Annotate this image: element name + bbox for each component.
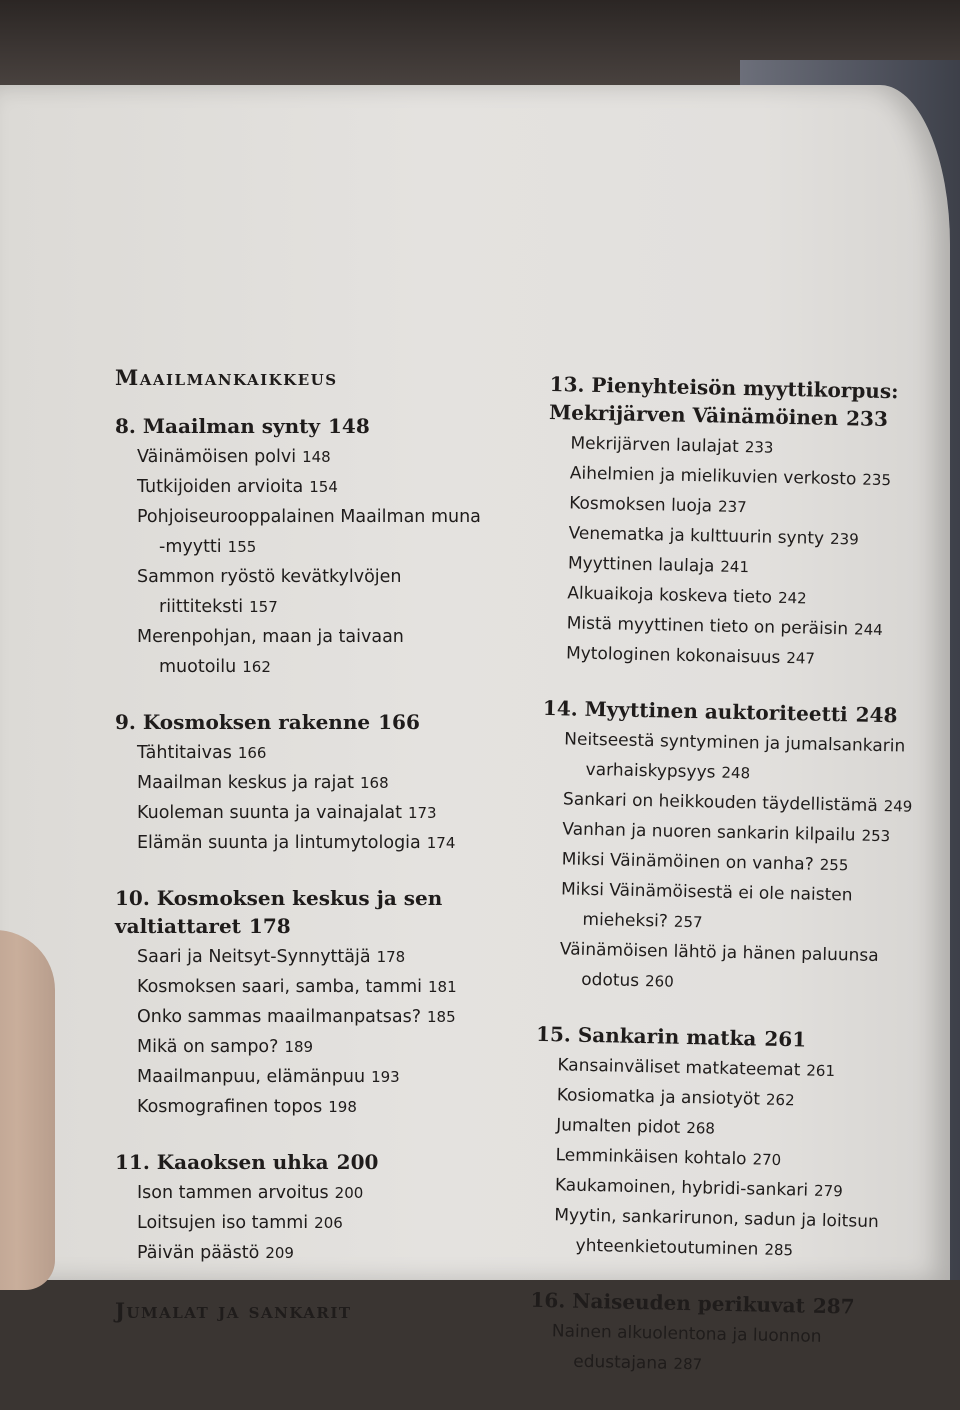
toc-entry-page-number: 185 [427, 1008, 456, 1026]
toc-entry-text: Mytologinen kokonaisuus [565, 643, 781, 668]
toc-entry-text: Väinämöisen lähtö ja hänen paluunsa [559, 939, 879, 967]
toc-entry-text: Kosiomatka ja ansiotyöt [556, 1085, 761, 1110]
toc-entry-page-number: 178 [376, 948, 406, 966]
toc-entry-text: Kansainväliset matkateemat [557, 1055, 801, 1081]
toc-entry-page-number: 148 [302, 448, 331, 466]
chapter-list [115, 412, 535, 1268]
toc-entry-page-number: 287 [673, 1354, 703, 1374]
section-list [544, 428, 939, 676]
toc-entry [115, 1178, 535, 1208]
toc-entry-page-number: 200 [334, 1184, 364, 1202]
toc-entry [115, 442, 535, 472]
toc-entry-text: Mistä myyttinen tieto on peräisin [566, 613, 849, 640]
toc-entry [115, 1002, 535, 1032]
chapter-title-text: 15. Sankarin matka [535, 1021, 757, 1051]
toc-entry-page-number: 261 [806, 1061, 836, 1081]
toc-entry-page-number: 162 [242, 658, 271, 676]
toc-entry-text: Sankari on heikkouden täydellistämä [562, 789, 878, 816]
toc-entry-continuation-text: muotoilu [159, 657, 237, 677]
toc-entry-text: Mikä on sampo? [137, 1037, 279, 1057]
toc-entry-page-number: 249 [883, 797, 913, 816]
toc-entry [115, 1092, 535, 1122]
toc-entry-text: Neitseestä syntyminen ja jumalsankarin [564, 729, 906, 757]
toc-entry [115, 1032, 535, 1062]
toc-entry-text: Väinämöisen polvi [137, 447, 297, 467]
chapter-title-text: 9. Kosmoksen rakenne [115, 710, 371, 734]
toc-entry-page-number: 198 [328, 1098, 357, 1116]
toc-entry-text: Aihelmien ja mielikuvien verkosto [569, 463, 857, 490]
chapter-list [529, 370, 940, 1384]
toc-entry-page-number: 239 [829, 529, 859, 549]
toc-entry-text: Maailmanpuu, elämänpuu [137, 1067, 366, 1087]
toc-entry-page-number: 209 [265, 1244, 294, 1262]
section-list [115, 1178, 535, 1268]
chapter [115, 412, 535, 682]
chapter [115, 884, 535, 1122]
toc-entry [115, 502, 535, 562]
chapter-title [115, 1148, 535, 1176]
toc-entry [115, 1062, 535, 1092]
toc-entry-page-number: 270 [752, 1150, 782, 1170]
chapter [544, 370, 940, 676]
toc-entry-page-number: 157 [249, 598, 278, 616]
chapter-title-text: 8. Maailman synty [115, 414, 320, 438]
section-list [115, 442, 535, 682]
toc-entry-text: Sammon ryöstö kevätkylvöjen [137, 567, 402, 587]
toc-entry-text: Kosmoksen luoja [569, 493, 713, 517]
toc-entry-text: Miksi Väinämöisestä ei ole naisten [560, 879, 853, 906]
toc-entry-page-number: 168 [359, 774, 389, 792]
toc-entry [115, 1208, 535, 1238]
thumb [0, 930, 55, 1290]
toc-entry-text: Onko sammas maailmanpatsas? [137, 1007, 422, 1027]
toc-entry-page-number: 233 [744, 438, 774, 457]
toc-entry-page-number: 181 [428, 978, 457, 996]
toc-entry-text: Myyttinen laulaja [567, 553, 715, 577]
chapter-title [115, 412, 535, 440]
toc-entry [115, 798, 535, 828]
toc-entry [115, 768, 535, 798]
toc-entry-continuation-text: riittiteksti [159, 597, 244, 617]
section-list [115, 942, 535, 1122]
toc-entry-text: Mekrijärven laulajat [570, 433, 740, 457]
toc-entry [529, 1316, 920, 1384]
section-list [115, 738, 535, 858]
toc-entry-text: Kosmografinen topos [137, 1097, 323, 1117]
toc-left-column [115, 365, 535, 1345]
toc-entry-continuation-text: yhteenkietoutuminen [575, 1235, 759, 1260]
toc-entry-page-number: 285 [764, 1240, 794, 1260]
toc-entry-continuation-text: odotus [581, 969, 640, 991]
toc-entry-text: Elämän suunta ja lintumytologia [137, 833, 421, 853]
toc-entry [541, 724, 932, 792]
toc-right-column [528, 370, 940, 1410]
toc-entry [538, 874, 929, 942]
toc-entry [531, 1200, 922, 1268]
toc-entry-page-number: 260 [644, 972, 674, 991]
toc-entry-page-number: 262 [765, 1090, 795, 1110]
toc-entry-text: Kosmoksen saari, samba, tammi [137, 977, 422, 997]
toc-entry-text: Saari ja Neitsyt-Synnyttäjä [137, 947, 371, 967]
toc-entry-text: Alkuaikoja koskeva tieto [567, 583, 773, 608]
toc-entry-continuation [553, 1230, 922, 1268]
toc-entry-page-number: 247 [786, 649, 816, 668]
toc-entry-continuation [551, 1346, 920, 1384]
toc-entry-continuation [137, 592, 535, 622]
toc-entry-text: Jumalten pidot [555, 1115, 681, 1138]
toc-entry-text: Myytin, sankarirunon, sadun ja loitsun [554, 1205, 879, 1233]
toc-entry-page-number: 154 [309, 478, 338, 496]
toc-entry-page-number: 241 [720, 557, 750, 577]
toc-entry [115, 828, 535, 858]
section-list [529, 1316, 920, 1384]
toc-entry-text: Nainen alkuolentona ja luonnon [551, 1321, 822, 1347]
chapter-page-number: 178 [248, 914, 291, 938]
toc-entry [115, 472, 535, 502]
toc-entry-page-number: 166 [237, 744, 267, 762]
toc-entry-page-number: 193 [371, 1068, 400, 1086]
toc-entry-page-number: 257 [673, 912, 703, 932]
toc-entry-continuation-text: mieheksi? [582, 909, 669, 932]
chapter [537, 694, 933, 1002]
toc-entry-page-number: 189 [284, 1038, 314, 1056]
toc-entry-page-number: 253 [861, 826, 891, 846]
section-list [531, 1050, 925, 1268]
chapter-page-number: 233 [845, 406, 889, 432]
toc-entry-page-number: 279 [813, 1181, 843, 1201]
toc-entry-text: Vanhan ja nuoren sankarin kilpailu [562, 819, 856, 846]
chapter-page-number: 200 [336, 1150, 379, 1174]
toc-entry-text: Kuoleman suunta ja vainajalat [137, 803, 402, 823]
chapter-title-text: 11. Kaaoksen uhka [115, 1150, 329, 1174]
toc-entry-continuation-text: varhaiskypsyys [585, 759, 716, 783]
chapter-title [115, 708, 535, 736]
toc-entry-text: Kaukamoinen, hybridi-sankari [554, 1175, 809, 1201]
toc-entry-page-number: 235 [862, 470, 892, 490]
toc-entry-text: Päivän päästö [137, 1243, 260, 1263]
toc-entry-page-number: 242 [777, 588, 807, 608]
chapter [115, 708, 535, 858]
chapter-title [549, 370, 940, 434]
chapter-title-text: 16. Naiseuden perikuvat [530, 1287, 806, 1318]
chapter-title-text: 14. Myyttinen auktoriteetti [542, 695, 848, 727]
chapter-page-number: 166 [378, 710, 420, 734]
toc-entry [115, 972, 535, 1002]
toc-entry [115, 562, 535, 622]
toc-entry-text: Pohjoiseurooppalainen Maailman muna [137, 507, 481, 527]
chapter-title-text: 13. Pienyhteisön myyttikorpus: Mekrijärven Väinämöinen [548, 371, 899, 431]
chapter-title [115, 884, 535, 940]
toc-entry-text: Miksi Väinämöinen on vanha? [561, 849, 814, 875]
toc-entry [115, 942, 535, 972]
toc-entry-page-number: 174 [426, 834, 456, 852]
toc-entry [115, 622, 535, 682]
toc-entry-text: Loitsujen iso tammi [137, 1213, 309, 1233]
toc-entry-page-number: 173 [407, 804, 437, 822]
chapter [115, 1148, 535, 1268]
chapter-page-number: 148 [328, 414, 370, 438]
toc-entry [115, 1238, 535, 1268]
toc-entry-continuation [137, 652, 535, 682]
toc-entry-page-number: 255 [819, 855, 849, 875]
toc-entry-text: Tähtitaivas [137, 743, 232, 763]
toc-entry-continuation-text: -myytti [159, 537, 222, 557]
chapter [529, 1286, 921, 1384]
toc-entry-text: Venematka ja kulttuurin synty [568, 523, 825, 549]
chapter-title-text: 10. Kosmoksen keskus ja sen valtiattaret [115, 886, 443, 938]
toc-entry-continuation-text: edustajana [573, 1351, 668, 1374]
toc-entry-continuation [137, 532, 535, 562]
chapter [531, 1020, 926, 1268]
toc-entry-text: Ison tammen arvoitus [137, 1183, 329, 1203]
toc-entry [537, 934, 928, 1002]
toc-entry-page-number: 155 [227, 538, 257, 556]
chapter-page-number: 287 [812, 1293, 855, 1319]
chapter-page-number: 261 [764, 1026, 807, 1052]
part-title: Maailmankaikkeus [115, 365, 338, 390]
book-page [0, 85, 950, 1374]
toc-entry-text: Lemminkäisen kohtalo [555, 1145, 747, 1170]
toc-entry-page-number: 248 [721, 763, 751, 783]
part-title: Jumalat ja sankarit [115, 1298, 352, 1323]
toc-entry-text: Tutkijoiden arvioita [137, 477, 304, 497]
toc-entry-text: Merenpohjan, maan ja taivaan [137, 627, 404, 647]
toc-entry [115, 738, 535, 768]
toc-entry-page-number: 237 [717, 497, 747, 517]
toc-entry-text: Maailman keskus ja rajat [137, 773, 354, 793]
toc-entry-page-number: 206 [314, 1214, 343, 1232]
toc-entry-continuation [559, 964, 928, 1002]
chapter-page-number: 248 [855, 702, 898, 728]
toc-entry-page-number: 244 [853, 620, 883, 640]
section-list [537, 724, 933, 1002]
toc-entry-page-number: 268 [686, 1119, 716, 1138]
